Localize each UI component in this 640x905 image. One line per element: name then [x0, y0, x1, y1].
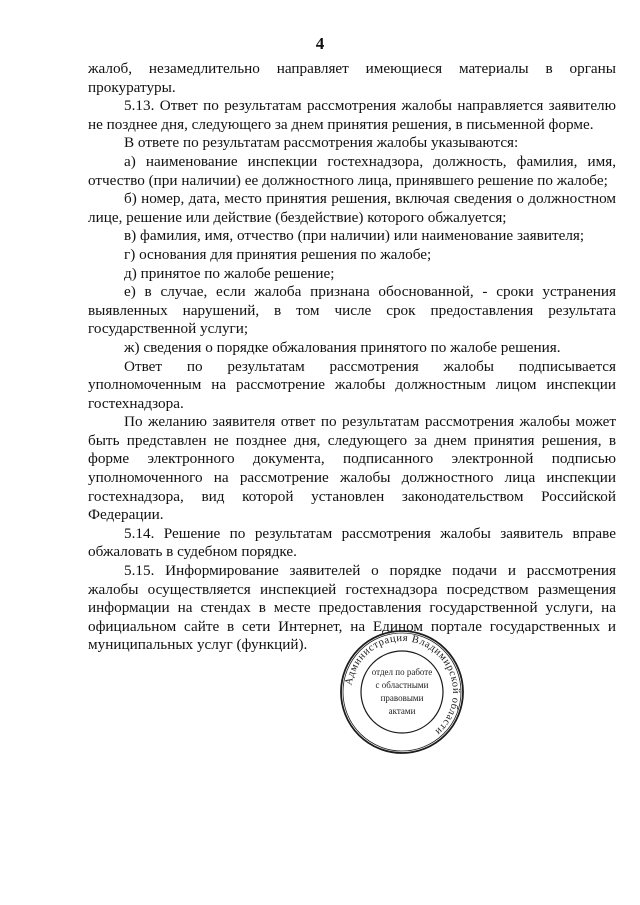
- paragraph-electronic-response: По желанию заявителя ответ по результатам рассмотрения жалобы может быть представлен не позднее дня, следующего за днем принятия решения, в форме электронного документа, подписанного электронной подписью уполномоченного на рассмотрение жалобы должностного лица инспекции гостехнадзора, вид которой установлен законодательством Российской Федерации.: [88, 413, 616, 524]
- paragraph-prosecutor-referral: жалоб, незамедлительно направляет имеющиеся материалы в органы прокуратуры.: [88, 60, 616, 96]
- paragraph-response-contents: В ответе по результатам рассмотрения жалобы указываются:: [124, 134, 519, 152]
- list-item-zh: ж) сведения о порядке обжалования принятого по жалобе решения.: [124, 338, 561, 356]
- paragraph-5-13: 5.13. Ответ по результатам рассмотрения жалобы направляется заявителю не позднее дня, следующего за днем принятия решения, в письменной форме.: [88, 97, 616, 133]
- list-item-b: б) номер, дата, место принятия решения, включая сведения о должностном лице, решение или действие (бездействие) которого обжалуется;: [88, 190, 616, 226]
- page-number: 4: [315, 34, 325, 53]
- list-item-g: г) основания для принятия решения по жалобе;: [124, 245, 432, 263]
- stamp-inner-ring: [361, 651, 443, 733]
- document-body: [88, 60, 616, 655]
- paragraph-signature: Ответ по результатам рассмотрения жалобы подписывается уполномоченным на рассмотрение жалобы должностным лицом инспекции гостехнадзора.: [88, 357, 616, 412]
- stamp-line-3: правовыми: [380, 693, 424, 703]
- official-stamp: [338, 628, 466, 756]
- list-item-v: в) фамилия, имя, отчество (при наличии) или наименование заявителя;: [124, 227, 585, 245]
- list-item-e: е) в случае, если жалоба признана обоснованной, - сроки устранения выявленных нарушений, в том числе срок предоставления результата государственной услуги;: [88, 283, 616, 338]
- stamp-outer-ring: [341, 631, 463, 753]
- list-item-d: д) принятое по жалобе решение;: [124, 264, 335, 282]
- stamp-line-4: актами: [388, 706, 416, 716]
- stamp-line-2: с областными: [375, 680, 429, 690]
- paragraph-5-15: 5.15. Информирование заявителей о порядке подачи и рассмотрения жалобы осуществляется инспекцией гостехнадзора посредством размещения информации на стендах в месте предоставления государственной услуги, на официальном сайте в сети Интернет, на Едином портале государственных и муниципальных услуг (функций).: [88, 562, 616, 654]
- stamp-ring-text: Администрация Владимирской области: [343, 632, 462, 738]
- paragraph-5-14: 5.14. Решение по результатам рассмотрения жалобы заявитель вправе обжаловать в судебном порядке.: [88, 524, 616, 561]
- list-item-a: а) наименование инспекции гостехнадзора, должность, фамилия, имя, отчество (при наличии) ее должностного лица, принявшего решение по жалобе;: [88, 152, 616, 189]
- stamp-line-1: отдел по работе: [371, 667, 433, 677]
